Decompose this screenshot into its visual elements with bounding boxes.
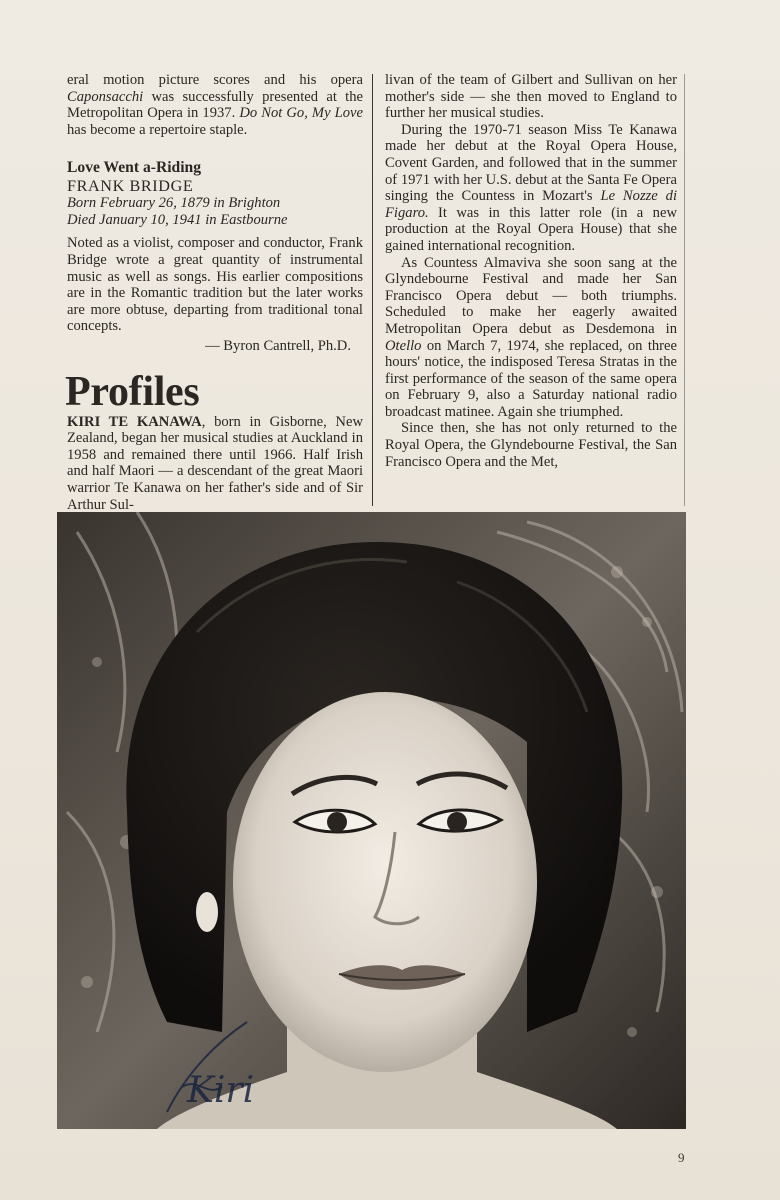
column-divider <box>372 74 373 506</box>
composer-name: FRANK BRIDGE <box>67 177 194 196</box>
right-paragraph-2: During the 1970-71 season Miss Te Kanawa made her debut at the Royal Opera House, Covent Garden, and followed that in the summer of 1971 with her U.S. debut at the Santa Fe Opera singing the Countess in Mozart's Le Nozze di Figaro. It was in this latter role (in a new production at the Royal Opera House) that she gained international recognition. <box>385 121 677 254</box>
left-column <box>67 72 363 513</box>
right-paragraph-4: Since then, she has not only returned to the Royal Opera, the Glyndebourne Festival, the San Francisco Opera and the Met, <box>385 420 677 470</box>
autograph-signature: Kiri <box>187 1070 255 1111</box>
profile-paragraph: KIRI TE KANAWA, born in Gisborne, New Zealand, began her musical studies at Auckland in 1958 and remained there until 1966. Half Irish and half Maori — a descendant of the great Maori warrior Te Kanawa on her father's side and of Sir Arthur Sul- <box>67 413 363 513</box>
right-paragraph-1: livan of the team of Gilbert and Sullivan on her mother's side — she then moved to England to further her musical studies. <box>385 72 677 122</box>
intro-paragraph: eral motion picture scores and his opera Caponsacchi was successfully presented at the Metropolitan Opera in 1937. Do Not Go, My Love has become a repertoire staple. <box>67 72 363 138</box>
right-paragraph-3: As Countess Almaviva she soon sang at the Glyndebourne Festival and made her San Francisco Opera debut — both triumphs. Scheduled to make her eagerly awaited Metropolitan Opera debut as Desdemona in Otello on March 7, 1974, she replaced, on three hours' notice, the indisposed Teresa Stratas in the first performance of the season of the same opera on February 9, also a Saturday national radio broadcast matinee. Again she triumphed. <box>385 254 677 420</box>
death-date: Died January 10, 1941 in Eastbourne <box>67 212 288 229</box>
birth-date: Born February 26, 1879 in Brighton <box>67 195 281 212</box>
section-heading: Profiles <box>65 368 200 415</box>
profile-name: KIRI TE KANAWA <box>67 413 202 430</box>
song-title: Love Went a-Riding <box>67 159 202 177</box>
page-number: 9 <box>678 1150 685 1165</box>
page-edge-rule <box>684 74 685 506</box>
author-signature: — Byron Cantrell, Ph.D. <box>205 337 351 354</box>
right-column <box>385 72 677 470</box>
composer-bio: Noted as a violist, composer and conductor, Frank Bridge wrote a great quantity of instrumental music as well as songs. His earlier compositions are in the Romantic tradition but the later works are more obtuse, departing from traditional tonal concepts. <box>67 235 363 335</box>
portrait-photo <box>57 512 686 1129</box>
